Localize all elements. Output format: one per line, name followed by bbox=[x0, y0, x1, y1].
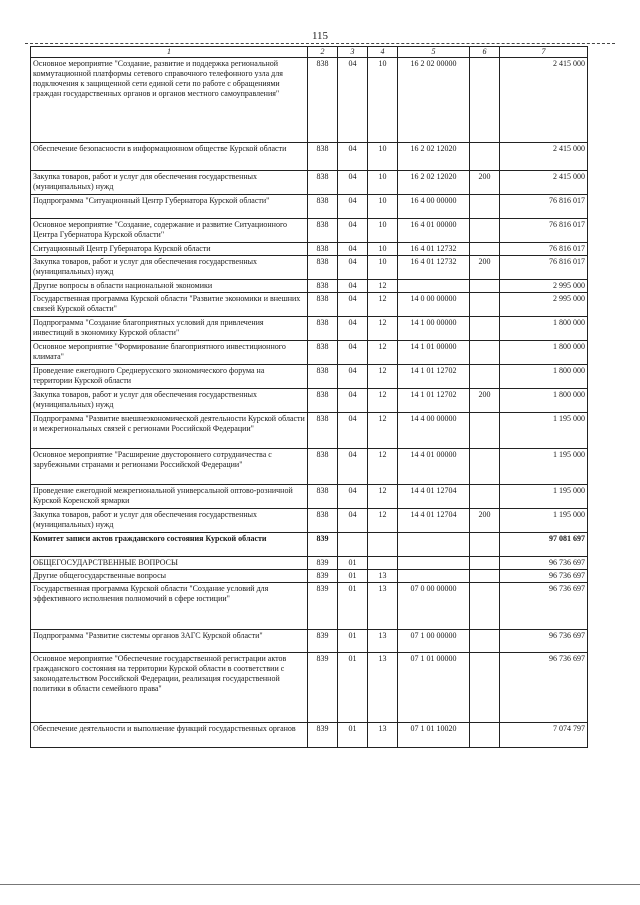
row-name: Подпрограмма "Развитие системы органов ЗАГС Курской области" bbox=[31, 630, 308, 653]
row-expense-type bbox=[470, 317, 500, 341]
row-amount: 2 415 000 bbox=[500, 58, 588, 143]
row-subsection: 10 bbox=[368, 143, 398, 171]
row-expense-type bbox=[470, 341, 500, 365]
row-amount: 1 195 000 bbox=[500, 449, 588, 485]
row-amount: 96 736 697 bbox=[500, 630, 588, 653]
row-target-article bbox=[398, 280, 470, 293]
row-amount: 1 800 000 bbox=[500, 365, 588, 389]
row-section: 01 bbox=[338, 723, 368, 748]
table-row bbox=[31, 449, 588, 485]
table-row bbox=[31, 256, 588, 280]
row-name: Подпрограмма "Ситуационный Центр Губернатора Курской области" bbox=[31, 195, 308, 219]
row-amount: 7 074 797 bbox=[500, 723, 588, 748]
column-header: 6 bbox=[470, 47, 500, 58]
row-subsection: 12 bbox=[368, 293, 398, 317]
row-admin-code: 838 bbox=[308, 317, 338, 341]
column-header: 3 bbox=[338, 47, 368, 58]
row-target-article: 14 1 01 12702 bbox=[398, 365, 470, 389]
row-section: 04 bbox=[338, 389, 368, 413]
row-amount: 1 195 000 bbox=[500, 509, 588, 533]
row-admin-code: 838 bbox=[308, 171, 338, 195]
row-name: Проведение ежегодного Среднерусского экономического форума на территории Курской области bbox=[31, 365, 308, 389]
row-subsection bbox=[368, 557, 398, 570]
row-admin-code: 839 bbox=[308, 557, 338, 570]
row-subsection: 12 bbox=[368, 317, 398, 341]
row-name: Закупка товаров, работ и услуг для обеспечения государственных (муниципальных) нужд bbox=[31, 509, 308, 533]
table-row bbox=[31, 365, 588, 389]
row-name: Основное мероприятие "Формирование благоприятного инвестиционного климата" bbox=[31, 341, 308, 365]
row-expense-type bbox=[470, 653, 500, 723]
row-expense-type bbox=[470, 280, 500, 293]
row-subsection: 10 bbox=[368, 195, 398, 219]
row-section: 04 bbox=[338, 280, 368, 293]
table-row bbox=[31, 630, 588, 653]
row-expense-type: 200 bbox=[470, 389, 500, 413]
row-target-article: 14 0 00 00000 bbox=[398, 293, 470, 317]
row-name: Государственная программа Курской области "Создание условий для эффективного исполнения полномочий в сфере юстиции" bbox=[31, 583, 308, 630]
row-section: 04 bbox=[338, 195, 368, 219]
row-expense-type: 200 bbox=[470, 171, 500, 195]
row-name: Государственная программа Курской области "Развитие экономики и внешних связей Курской области" bbox=[31, 293, 308, 317]
table-row bbox=[31, 143, 588, 171]
row-amount: 76 816 017 bbox=[500, 195, 588, 219]
row-target-article: 16 4 00 00000 bbox=[398, 195, 470, 219]
row-section: 01 bbox=[338, 630, 368, 653]
row-name: Основное мероприятие "Создание, развитие и поддержка региональной коммутационной платформы сетевого справочного телефонного узла для подключения к защищенной сети единой сети по работе с обращениями граждан государственных органов и органов местного самоуправления" bbox=[31, 58, 308, 143]
row-section: 04 bbox=[338, 365, 368, 389]
row-target-article bbox=[398, 570, 470, 583]
row-subsection: 12 bbox=[368, 509, 398, 533]
row-subsection: 13 bbox=[368, 630, 398, 653]
row-section: 04 bbox=[338, 171, 368, 195]
header-rule bbox=[25, 43, 615, 44]
row-admin-code: 838 bbox=[308, 365, 338, 389]
table-row bbox=[31, 533, 588, 557]
row-target-article bbox=[398, 533, 470, 557]
row-expense-type bbox=[470, 58, 500, 143]
row-subsection: 10 bbox=[368, 243, 398, 256]
row-admin-code: 838 bbox=[308, 389, 338, 413]
row-subsection: 13 bbox=[368, 723, 398, 748]
row-subsection: 12 bbox=[368, 485, 398, 509]
row-amount: 2 415 000 bbox=[500, 143, 588, 171]
row-expense-type bbox=[470, 557, 500, 570]
column-header: 7 bbox=[500, 47, 588, 58]
row-name: Проведение ежегодной межрегиональной универсальной оптово-розничной Курской Коренской ярмарки bbox=[31, 485, 308, 509]
row-expense-type bbox=[470, 293, 500, 317]
row-target-article: 16 2 02 12020 bbox=[398, 171, 470, 195]
table-row bbox=[31, 243, 588, 256]
row-section: 04 bbox=[338, 341, 368, 365]
row-target-article: 07 1 00 00000 bbox=[398, 630, 470, 653]
row-target-article: 07 0 00 00000 bbox=[398, 583, 470, 630]
row-amount: 96 736 697 bbox=[500, 583, 588, 630]
row-name: Подпрограмма "Развитие внешнеэкономической деятельности Курской области и межрегиональных связей с регионами Российской Федерации" bbox=[31, 413, 308, 449]
row-subsection: 13 bbox=[368, 570, 398, 583]
row-target-article: 14 1 00 00000 bbox=[398, 317, 470, 341]
row-section bbox=[338, 533, 368, 557]
row-section: 04 bbox=[338, 58, 368, 143]
row-subsection: 12 bbox=[368, 389, 398, 413]
row-amount: 96 736 697 bbox=[500, 557, 588, 570]
row-subsection: 10 bbox=[368, 171, 398, 195]
column-number-row bbox=[31, 47, 588, 58]
row-amount: 1 195 000 bbox=[500, 413, 588, 449]
row-amount: 76 816 017 bbox=[500, 256, 588, 280]
row-section: 01 bbox=[338, 557, 368, 570]
row-admin-code: 838 bbox=[308, 449, 338, 485]
row-admin-code: 838 bbox=[308, 256, 338, 280]
row-expense-type bbox=[470, 143, 500, 171]
row-subsection bbox=[368, 533, 398, 557]
page-number: 115 bbox=[311, 30, 329, 42]
column-header: 1 bbox=[31, 47, 308, 58]
row-target-article: 16 4 01 00000 bbox=[398, 219, 470, 243]
row-expense-type bbox=[470, 219, 500, 243]
table-row bbox=[31, 317, 588, 341]
row-name: Обеспечение деятельности и выполнение функций государственных органов bbox=[31, 723, 308, 748]
row-admin-code: 839 bbox=[308, 630, 338, 653]
row-name: Комитет записи актов гражданского состояния Курской области bbox=[31, 533, 308, 557]
table-row bbox=[31, 653, 588, 723]
row-target-article: 16 4 01 12732 bbox=[398, 256, 470, 280]
row-subsection: 13 bbox=[368, 653, 398, 723]
row-name: Другие вопросы в области национальной экономики bbox=[31, 280, 308, 293]
row-amount: 1 800 000 bbox=[500, 341, 588, 365]
row-expense-type bbox=[470, 365, 500, 389]
row-admin-code: 838 bbox=[308, 219, 338, 243]
row-admin-code: 838 bbox=[308, 509, 338, 533]
row-admin-code: 838 bbox=[308, 143, 338, 171]
row-name: Основное мероприятие "Расширение двустороннего сотрудничества с зарубежными странами и регионами Российской Федерации" bbox=[31, 449, 308, 485]
row-subsection: 10 bbox=[368, 219, 398, 243]
row-target-article: 14 4 01 00000 bbox=[398, 449, 470, 485]
table-row bbox=[31, 557, 588, 570]
row-expense-type bbox=[470, 630, 500, 653]
row-target-article: 14 4 00 00000 bbox=[398, 413, 470, 449]
row-expense-type bbox=[470, 570, 500, 583]
row-subsection: 12 bbox=[368, 365, 398, 389]
row-amount: 2 995 000 bbox=[500, 293, 588, 317]
row-admin-code: 839 bbox=[308, 653, 338, 723]
budget-table bbox=[30, 46, 588, 748]
row-amount: 1 195 000 bbox=[500, 485, 588, 509]
row-target-article: 07 1 01 00000 bbox=[398, 653, 470, 723]
row-amount: 1 800 000 bbox=[500, 389, 588, 413]
row-subsection: 12 bbox=[368, 413, 398, 449]
row-section: 04 bbox=[338, 449, 368, 485]
row-subsection: 10 bbox=[368, 58, 398, 143]
row-target-article: 14 1 01 00000 bbox=[398, 341, 470, 365]
table-row bbox=[31, 219, 588, 243]
row-admin-code: 838 bbox=[308, 195, 338, 219]
row-name: ОБЩЕГОСУДАРСТВЕННЫЕ ВОПРОСЫ bbox=[31, 557, 308, 570]
row-admin-code: 839 bbox=[308, 533, 338, 557]
row-expense-type bbox=[470, 243, 500, 256]
row-expense-type bbox=[470, 723, 500, 748]
row-admin-code: 838 bbox=[308, 280, 338, 293]
row-admin-code: 838 bbox=[308, 485, 338, 509]
row-subsection: 12 bbox=[368, 280, 398, 293]
row-section: 04 bbox=[338, 413, 368, 449]
column-header: 5 bbox=[398, 47, 470, 58]
row-name: Закупка товаров, работ и услуг для обеспечения государственных (муниципальных) нужд bbox=[31, 389, 308, 413]
row-expense-type bbox=[470, 583, 500, 630]
row-admin-code: 838 bbox=[308, 413, 338, 449]
row-section: 01 bbox=[338, 583, 368, 630]
row-target-article: 14 1 01 12702 bbox=[398, 389, 470, 413]
row-subsection: 12 bbox=[368, 341, 398, 365]
row-subsection: 12 bbox=[368, 449, 398, 485]
row-section: 04 bbox=[338, 219, 368, 243]
row-expense-type bbox=[470, 413, 500, 449]
table-row bbox=[31, 723, 588, 748]
row-name: Закупка товаров, работ и услуг для обеспечения государственных (муниципальных) нужд bbox=[31, 256, 308, 280]
table-row bbox=[31, 570, 588, 583]
row-target-article: 14 4 01 12704 bbox=[398, 485, 470, 509]
row-section: 04 bbox=[338, 485, 368, 509]
row-target-article: 16 2 02 00000 bbox=[398, 58, 470, 143]
table-row bbox=[31, 509, 588, 533]
row-admin-code: 839 bbox=[308, 723, 338, 748]
row-admin-code: 839 bbox=[308, 570, 338, 583]
row-amount: 76 816 017 bbox=[500, 219, 588, 243]
row-amount: 1 800 000 bbox=[500, 317, 588, 341]
row-expense-type bbox=[470, 449, 500, 485]
row-name: Основное мероприятие "Создание, содержание и развитие Ситуационного Центра Губернатора Курской области" bbox=[31, 219, 308, 243]
row-name: Обеспечение безопасности в информационном обществе Курской области bbox=[31, 143, 308, 171]
row-admin-code: 839 bbox=[308, 583, 338, 630]
row-target-article: 16 4 01 12732 bbox=[398, 243, 470, 256]
table-row bbox=[31, 171, 588, 195]
table-row bbox=[31, 583, 588, 630]
table-row bbox=[31, 58, 588, 143]
row-expense-type bbox=[470, 195, 500, 219]
row-amount: 96 736 697 bbox=[500, 570, 588, 583]
table-row bbox=[31, 293, 588, 317]
row-name: Подпрограмма "Создание благоприятных условий для привлечения инвестиций в экономику Курской области" bbox=[31, 317, 308, 341]
row-target-article: 16 2 02 12020 bbox=[398, 143, 470, 171]
row-amount: 76 816 017 bbox=[500, 243, 588, 256]
column-header: 4 bbox=[368, 47, 398, 58]
row-section: 04 bbox=[338, 143, 368, 171]
row-expense-type: 200 bbox=[470, 256, 500, 280]
table-row bbox=[31, 341, 588, 365]
row-subsection: 13 bbox=[368, 583, 398, 630]
row-amount: 2 995 000 bbox=[500, 280, 588, 293]
row-admin-code: 838 bbox=[308, 243, 338, 256]
row-section: 01 bbox=[338, 653, 368, 723]
row-target-article: 14 4 01 12704 bbox=[398, 509, 470, 533]
row-section: 04 bbox=[338, 317, 368, 341]
table-row bbox=[31, 485, 588, 509]
scan-edge-line bbox=[0, 884, 640, 885]
row-section: 04 bbox=[338, 256, 368, 280]
column-header: 2 bbox=[308, 47, 338, 58]
row-section: 01 bbox=[338, 570, 368, 583]
row-amount: 2 415 000 bbox=[500, 171, 588, 195]
row-target-article bbox=[398, 557, 470, 570]
row-target-article: 07 1 01 10020 bbox=[398, 723, 470, 748]
row-name: Ситуационный Центр Губернатора Курской области bbox=[31, 243, 308, 256]
row-name: Основное мероприятие "Обеспечение государственной регистрации актов гражданского состояния на территории Курской области в соответствии с законодательством Российской Федерации, реализация государственной политики в области семейного права" bbox=[31, 653, 308, 723]
table-row bbox=[31, 389, 588, 413]
row-admin-code: 838 bbox=[308, 341, 338, 365]
row-name: Закупка товаров, работ и услуг для обеспечения государственных (муниципальных) нужд bbox=[31, 171, 308, 195]
row-section: 04 bbox=[338, 293, 368, 317]
row-subsection: 10 bbox=[368, 256, 398, 280]
row-section: 04 bbox=[338, 243, 368, 256]
row-section: 04 bbox=[338, 509, 368, 533]
table-row bbox=[31, 413, 588, 449]
row-admin-code: 838 bbox=[308, 58, 338, 143]
row-expense-type bbox=[470, 533, 500, 557]
row-expense-type: 200 bbox=[470, 509, 500, 533]
table-row bbox=[31, 280, 588, 293]
row-amount: 96 736 697 bbox=[500, 653, 588, 723]
row-name: Другие общегосударственные вопросы bbox=[31, 570, 308, 583]
table-body bbox=[31, 58, 588, 748]
row-amount: 97 081 697 bbox=[500, 533, 588, 557]
table-row bbox=[31, 195, 588, 219]
row-expense-type bbox=[470, 485, 500, 509]
row-admin-code: 838 bbox=[308, 293, 338, 317]
